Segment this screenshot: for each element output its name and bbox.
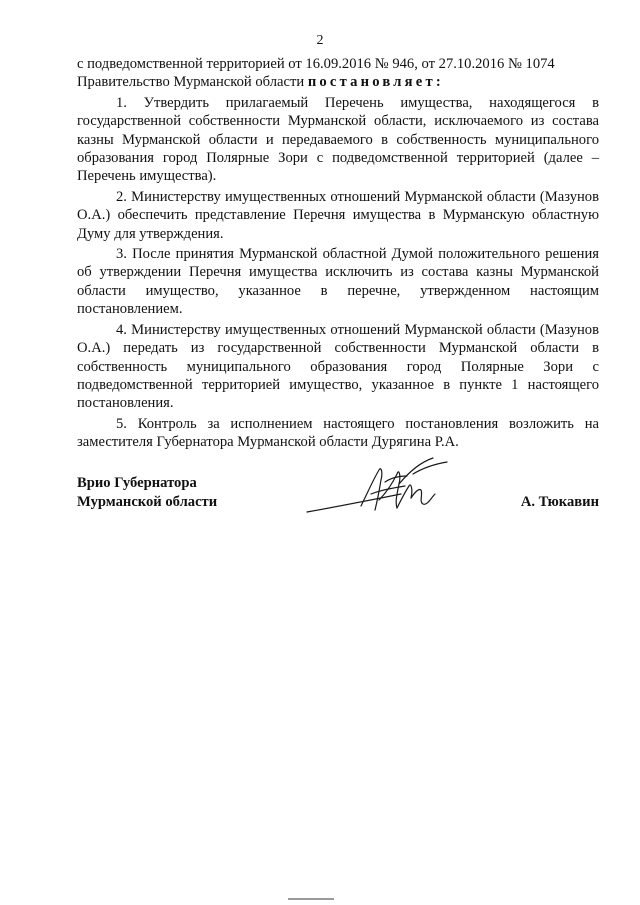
decree-item-3: 3. После принятия Мурманской областной Думой положительного решения об утверждении Перечня имущества исключить из состава казны Мурманской области имущество, указанное в перечне, утвержденном настоящим постановлением. [77, 246, 599, 318]
document-body [77, 55, 599, 452]
decree-colon: : [435, 74, 444, 91]
continuation-line-1: с подведомственной территорией от 16.09.2016 № 946, от 27.10.2016 № 1074 [77, 56, 555, 72]
decree-item-5: 5. Контроль за исполнением настоящего постановления возложить на заместителя Губернатора Мурманской области Дурягина Р.А. [77, 415, 599, 451]
signer-title [77, 474, 217, 512]
handwritten-signature-icon [301, 454, 501, 524]
decree-item-4: 4. Министерству имущественных отношений Мурманской области (Мазунов О.А.) передать из государственной собственности Мурманской области в собственность муниципального образования город Полярные Зори с подведомственной территорией имущество, указанное в пункте 1 настоящего постановления. [77, 321, 599, 412]
decree-item-1: 1. Утвердить прилагаемый Перечень имущества, находящегося в государственной собственности Мурманской области, исключаемого из состава казны Мурманской области и передаваемого в собственность муниципального образования город Полярные Зори с подведомственной территорией (далее – Перечень имущества). [77, 94, 599, 185]
decree-item-2: 2. Министерству имущественных отношений Мурманской области (Мазунов О.А.) обеспечить представление Перечня имущества в Мурманскую областную Думу для утверждения. [77, 188, 599, 242]
scan-edge-mark [288, 898, 334, 900]
decree-word: постановляет [307, 74, 436, 91]
continuation-line-2: Правительство Мурманской области [77, 74, 308, 91]
signer-title-line-1: Врио Губернатора [77, 475, 197, 491]
continuation-paragraph [77, 55, 599, 92]
signer-name: А. Тюкавин [520, 494, 599, 510]
page-number: 2 [316, 33, 324, 48]
signature-block [77, 474, 599, 524]
signer-title-line-2: Мурманской области [77, 494, 218, 510]
